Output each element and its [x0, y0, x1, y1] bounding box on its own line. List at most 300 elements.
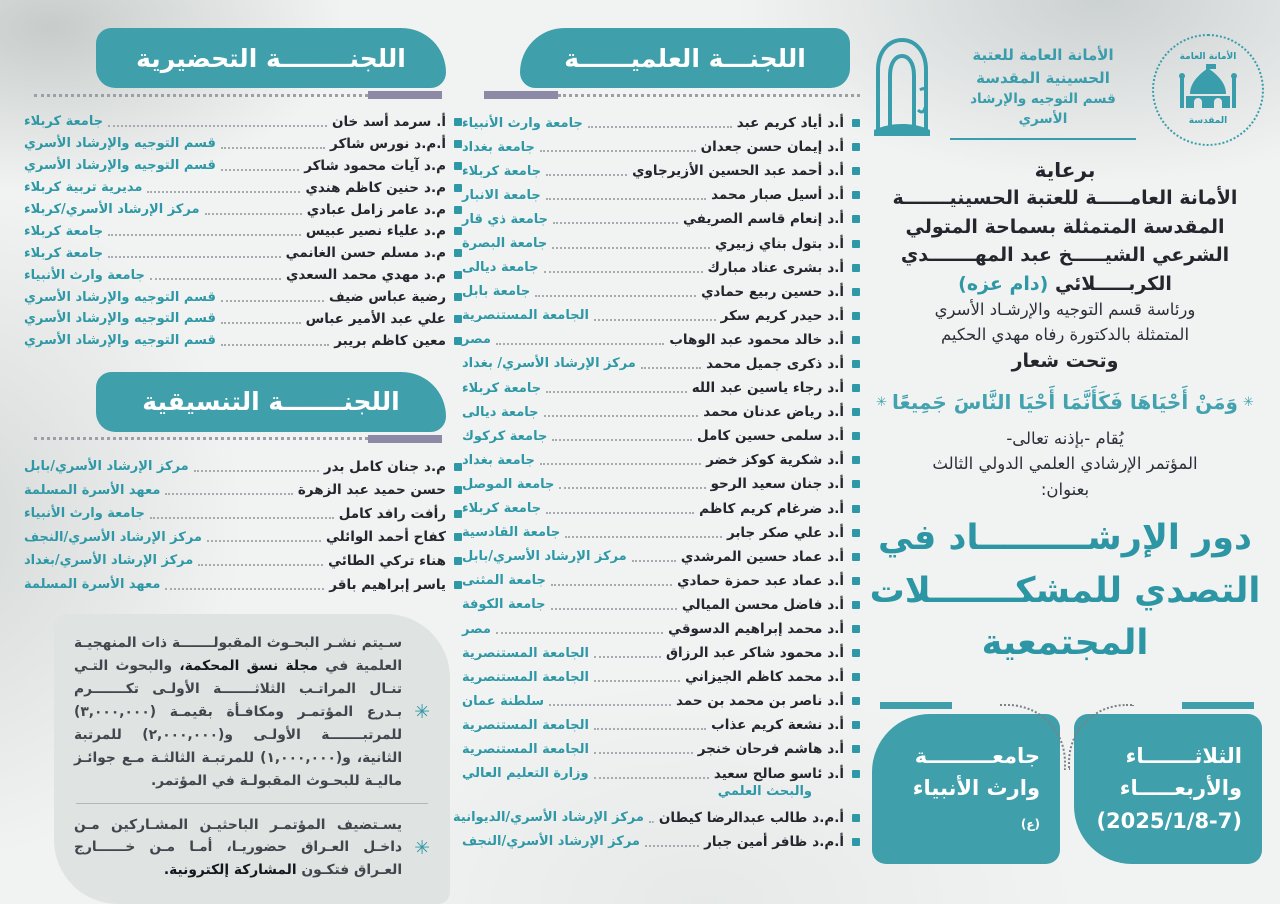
member-name: محمود شاكر عبد الرزاق: [665, 645, 823, 662]
member-title-prefix: أ.د: [827, 187, 844, 204]
member-name: محمد كاظم الجيزاني: [685, 669, 823, 686]
ornament-icon: ✳: [414, 701, 430, 724]
member-affiliation: جامعة ديالى: [462, 404, 539, 420]
note-participation-text: [74, 814, 402, 883]
committee-member-row: [462, 521, 860, 545]
bullet-icon: [852, 770, 860, 778]
member-title-prefix: أ.م.د: [812, 833, 844, 850]
committee-member-row: [462, 689, 860, 713]
member-name: ضرغام كريم كاظم: [699, 500, 823, 517]
sponsor-line-1: الأمانة العامـــــة للعتبة الحسينيـــــــة: [892, 187, 1238, 209]
committee-member-row: [462, 280, 860, 304]
member-title-prefix: أ.م.د: [414, 135, 446, 152]
dotted-leader: [594, 777, 709, 779]
bullet-icon: [852, 721, 860, 729]
note-publication-text: [74, 632, 402, 792]
bullet-icon: [852, 697, 860, 705]
member-title-prefix: م.د: [424, 458, 446, 475]
member-name: خالد محمود عبد الوهاب: [669, 331, 823, 348]
dotted-leader: [535, 295, 696, 297]
member-affiliation: جامعة الانبار: [462, 187, 541, 203]
dotted-leader: [165, 588, 324, 590]
member-name: مسلم حسن الغانمي: [285, 245, 420, 262]
scientific-committee-list: [453, 111, 860, 854]
member-affiliation: مركز الإرشاد الأسري/ بغداد: [462, 356, 636, 372]
member-affiliation: الجامعة المستنصرية: [462, 717, 589, 733]
dotted-leader: [632, 560, 676, 562]
member-title-prefix: أ.د: [827, 476, 844, 493]
member-name: أياد كريم عبد: [736, 115, 823, 132]
member-title-prefix: أ.د: [827, 259, 844, 276]
sponsor-line-5: ورئاسة قسم التوجيه والإرشـاد الأسري: [934, 300, 1196, 319]
member-name: عامر زامل عبادي: [306, 201, 420, 218]
member-name: آيات محمود شاكر: [304, 157, 420, 174]
bullet-icon: [852, 384, 860, 392]
committee-member-row: [462, 448, 860, 472]
bullet-icon: [852, 601, 860, 609]
dotted-leader: [553, 222, 678, 224]
calligraphy-line1: الأمانة العامة للعتبة الحسينية المقدسة: [972, 46, 1114, 87]
member-name: عماد عبد حمزة حمادي: [677, 572, 823, 589]
committees-column: [24, 28, 462, 904]
member-title-prefix: أ.د: [827, 717, 844, 734]
committee-member-row: [24, 199, 462, 221]
dotted-leader: [205, 213, 302, 215]
member-affiliation: مركز الإرشاد الأسري/كربلاء: [24, 202, 200, 217]
member-title-prefix: م.د: [424, 267, 446, 284]
sponsor-line-6: المتمثلة بالدكتورة رفاه مهدي الحكيم: [940, 324, 1190, 344]
bullet-icon: [852, 408, 860, 416]
member-title-prefix: أ.د: [827, 355, 844, 372]
member-affiliation: جامعة كربلاء: [24, 223, 104, 239]
bullet-icon: [454, 271, 462, 279]
bullet-icon: [852, 191, 860, 199]
bullet-icon: [454, 337, 462, 345]
note-participation: [74, 814, 430, 883]
dotted-leader: [552, 247, 710, 249]
honorific-mark: (ع): [1020, 816, 1040, 831]
member-name: إنعام قاسم الصريفي: [683, 211, 823, 228]
sponsor-line-4: [864, 270, 1266, 299]
bullet-icon: [454, 486, 462, 494]
member-affiliation: مديرية تربية كربلاء: [24, 180, 143, 196]
bullet-icon: [852, 553, 860, 561]
bullet-icon: [852, 649, 860, 657]
member-name: حسن حميد عبد الزهرة: [297, 482, 446, 499]
note1-part1: سـيتم نشـر البحـوث المقبولـــــــة ذات المنهجيـة العلمية في: [74, 635, 403, 675]
dotted-leader: [594, 752, 693, 754]
member-affiliation: معهد الأسرة المسلمة: [24, 577, 161, 593]
member-title-prefix: م.د: [424, 201, 446, 218]
member-name: ظافر أمين جبار: [704, 833, 808, 850]
member-title-prefix: أ.د: [827, 428, 844, 445]
member-affiliation: جامعة كربلاء: [24, 245, 104, 261]
member-affiliation: جامعة كركوك: [462, 428, 548, 444]
info-column: [864, 28, 1266, 864]
member-affiliation: مركز الإرشاد الأسري/بغداد: [24, 553, 194, 569]
dotted-leader: [588, 126, 732, 128]
member-name: علي صكر جابر: [726, 524, 823, 541]
shrine-emblem: [1152, 34, 1264, 146]
committee-member-row: [24, 133, 462, 155]
member-title-prefix: أ.د: [827, 621, 844, 638]
bullet-icon: [852, 119, 860, 127]
note1-bold: مجلة نسق المحكمة،: [179, 658, 318, 675]
member-name: هاشم فرحان خنجر: [697, 741, 823, 758]
member-affiliation: جامعة بغداد: [462, 139, 535, 155]
committee-member-row: [462, 256, 860, 280]
coordination-committee-list: [24, 455, 462, 597]
dates-day-1: الثلاثـــــــاء: [1125, 743, 1242, 768]
accent-bar: [368, 435, 442, 443]
member-affiliation: قسم التوجيه والإرشاد الأسري: [24, 311, 216, 327]
emblem-bottom-label: المقدسة: [1188, 116, 1228, 126]
dotted-leader: [594, 728, 706, 730]
committee-member-row: [24, 286, 462, 308]
member-title-prefix: أ.د: [827, 404, 844, 421]
member-affiliation: جامعة كربلاء: [462, 380, 542, 396]
member-name: ياسر إبراهيم باقر: [329, 576, 446, 593]
member-name: رياض عدنان محمد: [703, 404, 823, 421]
dotted-leader: [108, 125, 327, 127]
ornament-icon: ✳: [1242, 394, 1254, 410]
committee-member-row: [462, 207, 860, 231]
committee-member-row: [24, 177, 462, 199]
logos-row: [864, 28, 1266, 150]
member-title-prefix: أ.م.د: [812, 809, 844, 826]
member-affiliation: جامعة كربلاء: [462, 163, 542, 179]
committee-member-row: [462, 665, 860, 689]
committee-member-row: [462, 424, 860, 448]
member-name: عماد حسين المرشدي: [680, 548, 823, 565]
bullet-icon: [852, 529, 860, 537]
member-name: إيمان حسن جعدان: [700, 139, 823, 156]
event-intro: [864, 426, 1266, 503]
bullet-icon: [852, 745, 860, 753]
member-affiliation: جامعة كربلاء: [462, 501, 542, 517]
member-name: رجاء ياسين عبد الله: [691, 380, 823, 397]
dotted-leader: [544, 415, 699, 417]
member-name: هناء تركي الطائي: [328, 552, 446, 569]
honorific: (دام عزه): [958, 272, 1049, 295]
bullet-icon: [454, 557, 462, 565]
member-name: طالب عبدالرضا كيطان: [658, 809, 808, 826]
scientific-committee-column: [453, 28, 860, 854]
ornament-icon: ✳: [414, 836, 430, 859]
member-title-prefix: أ.د: [827, 548, 844, 565]
committee-member-row: [462, 352, 860, 376]
committee-member-row: [24, 526, 462, 550]
member-name: أسيل صبار محمد: [711, 187, 823, 204]
note2-bold: المشاركة إلكترونية.: [163, 862, 297, 879]
member-title-prefix: أ.د: [827, 572, 844, 589]
title-line-2: التصدي للمشكـــــــلات: [869, 570, 1261, 611]
member-affiliation: جامعة ذي قار: [462, 211, 549, 227]
member-title-prefix: أ.د: [827, 163, 844, 180]
bullet-icon: [454, 162, 462, 170]
title-line-3: المجتمعية: [981, 623, 1149, 664]
member-title-prefix: أ.د: [827, 693, 844, 710]
bullet-icon: [454, 463, 462, 471]
member-name: نشعة كريم عذاب: [711, 717, 823, 734]
dotted-leader: [221, 147, 325, 149]
member-name: أحمد عبد الحسين الأزيرجاوي: [632, 163, 823, 180]
bullet-icon: [852, 167, 860, 175]
irshad-department-logo: [870, 34, 934, 138]
member-affiliation: معهد الأسرة المسلمة: [24, 482, 161, 498]
member-name: جنان سعيد الرحو: [710, 476, 823, 493]
held-line-2: المؤتمر الإرشادي العلمي الدولي الثالث: [932, 454, 1198, 474]
member-name: مهدي محمد السعدي: [286, 267, 420, 284]
bullet-icon: [454, 581, 462, 589]
bullet-icon: [852, 240, 860, 248]
dotted-leader: [594, 680, 680, 682]
member-affiliation: مركز الإرشاد الأسري/الديوانية: [453, 810, 644, 826]
member-affiliation: مركز الإرشاد الأسري/النجف: [24, 529, 202, 545]
member-title-prefix: م.د: [424, 223, 446, 240]
member-affiliation: جامعة الموصل: [462, 476, 555, 492]
member-title-prefix: أ.د: [827, 283, 844, 300]
committee-member-row: [462, 231, 860, 255]
dotted-leader: [496, 343, 664, 345]
member-affiliation: الجامعة المستنصرية: [462, 741, 589, 757]
university-box: [872, 714, 1060, 864]
committee-member-row: [462, 641, 860, 665]
member-affiliation: جامعة وارث الأنبياء: [462, 115, 583, 131]
member-name: ئاسو صالح سعيد: [713, 765, 823, 782]
member-title-prefix: أ.د: [827, 115, 844, 132]
member-title-prefix: أ.د: [827, 380, 844, 397]
dotted-leader: [147, 191, 300, 193]
member-affiliation: مركز الإرشاد الأسري/بابل: [462, 549, 627, 565]
member-affiliation: جامعة المثنى: [462, 573, 546, 589]
committee-member-row: [462, 111, 860, 135]
dotted-line: [34, 94, 368, 97]
bullet-icon: [454, 533, 462, 541]
bullet-icon: [454, 118, 462, 126]
dotted-leader: [221, 344, 329, 346]
committee-member-row: [462, 304, 860, 328]
bullet-icon: [852, 215, 860, 223]
member-affiliation: جامعة البصرة: [462, 236, 548, 252]
dotted-leader: [546, 198, 706, 200]
bullet-icon: [454, 140, 462, 148]
member-name: محمد إبراهيم الدسوقي: [668, 621, 823, 638]
dotted-line: [558, 94, 860, 97]
bullet-icon: [852, 838, 860, 846]
scientific-committee-header: [462, 28, 860, 99]
committee-member-row: [462, 617, 860, 641]
ornament-icon: ✳: [876, 394, 887, 410]
note-publication: [74, 632, 430, 792]
member-name: رضية عباس ضيف: [329, 289, 446, 306]
committee-member-row: [462, 400, 860, 424]
dotted-leader: [559, 487, 705, 489]
dotted-leader: [150, 517, 334, 519]
committee-member-row: [462, 159, 860, 183]
bullet-icon: [852, 814, 860, 822]
bullet-icon: [454, 249, 462, 257]
member-name: علياء نصير عبيس: [305, 223, 420, 240]
bullet-icon: [852, 288, 860, 296]
dotted-leader: [594, 319, 716, 321]
dotted-leader: [221, 169, 299, 171]
dotted-leader: [165, 493, 292, 495]
dotted-leader: [552, 439, 692, 441]
university-line-1: جامعـــــــــة: [914, 743, 1040, 768]
notes-box: [54, 614, 450, 904]
dotted-leader: [546, 174, 627, 176]
preparatory-committee-list: [24, 111, 462, 352]
member-affiliation: قسم التوجيه والإرشاد الأسري: [24, 289, 216, 305]
title-line-1: دور الإرشـــــــــاد في: [878, 518, 1252, 559]
bullet-icon: [852, 625, 860, 633]
member-name: معين كاظم بريبر: [334, 332, 446, 349]
committee-member-row: [24, 478, 462, 502]
sponsor-line-3: الشرعي الشيـــــخ عبد المهـــــــدي: [900, 244, 1230, 266]
emblem-top-label: الأمانة العامة: [1179, 52, 1237, 63]
committee-member-row: [24, 330, 462, 352]
verse-text: وَمَنْ أَحْيَاهَا فَكَأَنَّمَا أَحْيَا النَّاسَ جَمِيعًا: [892, 389, 1238, 414]
calligraphy-line2: قسم التوجيه والإرشاد الأسري: [970, 91, 1116, 128]
committee-member-row: [462, 737, 860, 761]
held-line-1: يُقام -بإذنه تعالى-: [1006, 428, 1124, 448]
bullet-icon: [852, 480, 860, 488]
member-title-prefix: أ.: [436, 113, 446, 130]
committee-member-row: [453, 806, 860, 830]
calligraphy-block: [950, 34, 1136, 140]
member-name: نورس شاكر: [330, 135, 410, 152]
member-title-prefix: م.د: [424, 179, 446, 196]
dotted-leader: [496, 632, 663, 634]
member-name: حيدر كريم سكر: [720, 307, 823, 324]
member-title-prefix: أ.د: [827, 331, 844, 348]
committee-member-row: [24, 502, 462, 526]
member-name: فاضل محسن الميالي: [681, 596, 823, 613]
sponsorship-label: برعاية: [1034, 158, 1096, 182]
committee-member-row: [24, 111, 462, 133]
affiliation-continuation: والبحث العلمي: [717, 783, 812, 799]
member-affiliation: جامعة بابل: [462, 284, 531, 300]
notes-divider: [76, 803, 428, 804]
accent-bar: [484, 91, 558, 99]
dotted-leader: [540, 463, 701, 465]
coordination-committee-title: اللجنـــــــة التنسيقية: [96, 372, 446, 432]
committee-member-row: [462, 830, 860, 854]
dotted-leader: [565, 536, 722, 538]
member-title-prefix: أ.د: [827, 500, 844, 517]
member-name: كفاح أحمد الوائلي: [326, 529, 446, 546]
slogan-label: وتحت شعار: [1011, 349, 1119, 372]
bullet-icon: [852, 312, 860, 320]
member-affiliation: قسم التوجيه والإرشاد الأسري: [24, 136, 216, 152]
dotted-line: [34, 437, 368, 440]
member-name: علي عبد الأمير عباس: [305, 310, 446, 327]
bullet-icon: [852, 360, 860, 368]
member-affiliation: وزارة التعليم العالي: [462, 766, 589, 782]
committee-member-row: [462, 472, 860, 496]
sponsor-name-part: الكربـــــلائي: [1048, 272, 1172, 295]
committee-member-row: [462, 328, 860, 352]
member-title-prefix: أ.د: [827, 765, 844, 782]
member-title-prefix: أ.د: [827, 235, 844, 252]
committee-member-row: [462, 545, 860, 569]
dotted-leader: [546, 512, 694, 514]
member-title-prefix: م.د: [424, 245, 446, 262]
committee-member-row: [462, 569, 860, 593]
bullet-icon: [852, 143, 860, 151]
dotted-leader: [551, 584, 672, 586]
dotted-leader: [540, 150, 696, 152]
member-name: سرمد أسد خان: [331, 113, 432, 130]
sponsor-line-2: المقدسة المتمثلة بسماحة المتولي: [905, 215, 1225, 238]
member-name: بشرى عناد مبارك: [707, 259, 823, 276]
dotted-leader: [645, 845, 699, 847]
dotted-leader: [221, 322, 301, 324]
member-title-prefix: أ.د: [827, 452, 844, 469]
member-title-prefix: أ.د: [827, 669, 844, 686]
bullet-icon: [852, 336, 860, 344]
dates-value: (2025/1/8-7): [1096, 808, 1242, 833]
member-title-prefix: أ.د: [827, 139, 844, 156]
preparatory-committee-title: اللجنــــــــة التحضيرية: [96, 28, 446, 88]
header-rule: [34, 91, 442, 99]
header-rule: [34, 435, 442, 443]
bullet-icon: [454, 293, 462, 301]
header-rule: [484, 91, 860, 99]
member-name: حسين ربيع حمادي: [701, 283, 823, 300]
bullet-icon: [852, 264, 860, 272]
member-affiliation: مركز الإرشاد الأسري/النجف: [462, 834, 640, 850]
committee-member-row: [462, 497, 860, 521]
member-affiliation: جامعة الكوفة: [462, 597, 546, 613]
member-affiliation: جامعة وارث الأنبياء: [24, 267, 145, 283]
committee-member-row: [462, 376, 860, 400]
member-affiliation: جامعة وارث الأنبياء: [24, 506, 145, 522]
dotted-leader: [198, 564, 323, 566]
quran-verse: [864, 388, 1266, 416]
member-affiliation: الجامعة المستنصرية: [462, 645, 589, 661]
bullet-icon: [852, 673, 860, 681]
bullet-icon: [454, 510, 462, 518]
committee-member-row: [24, 455, 462, 479]
dotted-leader: [150, 278, 281, 280]
coordination-committee-header: [24, 372, 462, 443]
scientific-committee-title: اللجنـــة العلميــــــة: [520, 28, 850, 88]
member-affiliation: مركز الإرشاد الأسري/بابل: [24, 459, 189, 475]
dotted-leader: [649, 821, 654, 823]
member-title-prefix: م.د: [424, 157, 446, 174]
dotted-leader: [546, 391, 687, 393]
university-name: وارث الأنبياء: [912, 776, 1040, 801]
member-name: رأفت رافد كامل: [338, 505, 446, 522]
bullet-icon: [852, 456, 860, 464]
member-affiliation: مصر: [462, 332, 491, 348]
dotted-leader: [549, 704, 671, 706]
bullet-icon: [454, 206, 462, 214]
dotted-leader: [594, 656, 661, 658]
committee-member-row: [24, 264, 462, 286]
committee-member-row: [462, 762, 860, 786]
member-title-prefix: أ.د: [827, 524, 844, 541]
bullet-icon: [852, 432, 860, 440]
conference-title: [864, 512, 1266, 670]
member-affiliation: سلطنة عمان: [462, 693, 545, 709]
member-name: حنين كاظم هندي: [305, 179, 420, 196]
committee-member-row: [462, 183, 860, 207]
university-line-2: [892, 772, 1040, 837]
note2-part1: يسـتضيف المؤتمـر الباحثيـن المشـاركين مـن داخـل العـراق حضوريـا، أمـا مـن خــــــارج العـراق فتكـون: [74, 816, 403, 879]
